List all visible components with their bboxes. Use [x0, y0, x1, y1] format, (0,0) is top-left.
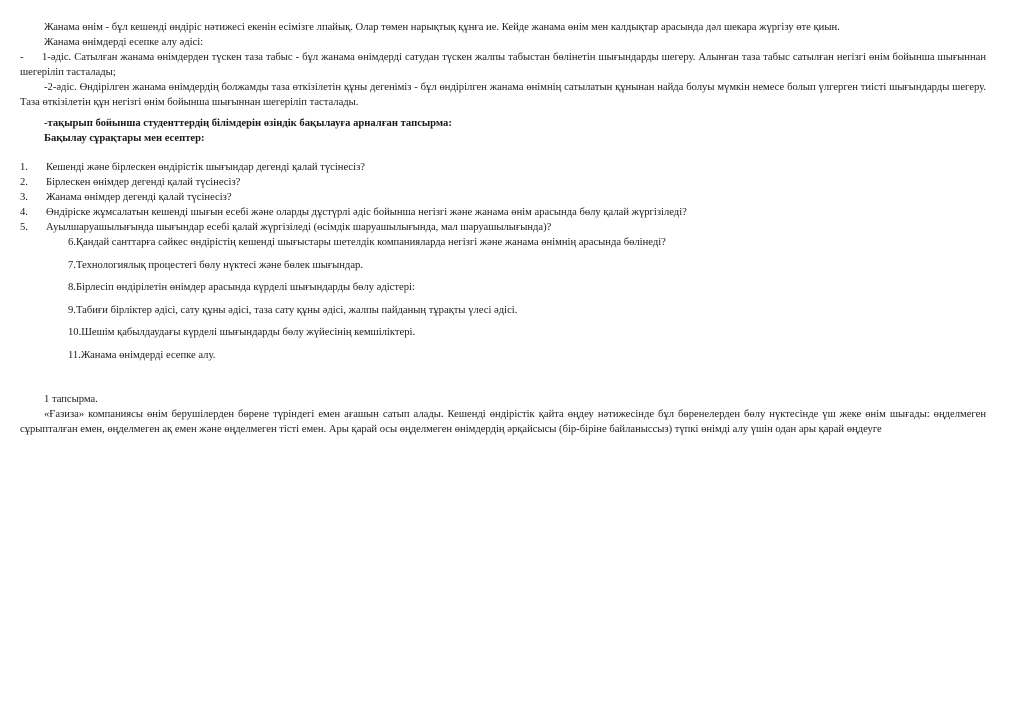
question-item	[20, 160, 986, 175]
question-item	[20, 175, 986, 190]
question-text: Бірлескен өнімдер дегенді қалай түсінесіз?	[46, 177, 241, 188]
sub-questions-list	[20, 235, 986, 363]
document-page	[20, 20, 986, 437]
question-item	[20, 220, 986, 235]
question-number: 5.	[20, 222, 28, 233]
question-number: 4.	[20, 207, 28, 218]
sub-question-item: 9.Табиғи бірліктер әдісі, сату құны әдісі, таза сату құны әдісі, жалпы пайданың тұрақты үлесі әдісі.	[68, 304, 518, 316]
question-number: 3.	[20, 192, 28, 203]
sub-question-item: 11.Жанама өнімдерді есепке алу.	[68, 349, 216, 361]
method-1-dash: -	[20, 52, 24, 63]
questions-list	[20, 160, 986, 235]
sub-question-item: 10.Шешім қабылдаудағы күрделі шығындарды бөлу жүйесінің кемшіліктері.	[68, 327, 416, 338]
sub-question-item: 8.Бірлесіп өндірілетін өнімдер арасында күрделі шығындарды бөлу әдістері:	[68, 282, 415, 293]
sub-question-item: 6.Қандай санттарға сәйкес өндірістің кешенді шығыстары шетелдік компанияларда негізгі және жанама өнімнің арасында бөлінеді?	[68, 237, 666, 248]
method-1-text: 1-әдіс. Сатылған жанама өнімдерден түскен таза табыс - бұл жанама өнімдерді сатудан түскен жалпы табыстан бөлінетін шығындарды шегеру. Алынған таза табыс сатылған негізгі өнім бойынша шығыннан шегеріліп тасталады;	[20, 52, 986, 78]
question-text: Өндіріске жұмсалатын кешенді шығын есебі және оларды дұстүрлі әдіс бойынша негізгі және жанама өнім арасында бөлу қалай жүргізіледі?	[46, 207, 687, 218]
method-2-paragraph: -2-әдіс. Өндірілген жанама өнімдердің болжамды таза өткізілетін құны дегеніміз - бұл өндірілген жанама өнімнің сатылатын құнынан найда болуы мүмкін немесе болып үлгерген тиісті шығындарды шегеру. Таза өткізілетін құн негізгі өнім бойынша шығыннан шегеріліп тасталады.	[20, 82, 986, 108]
task-1-text: «Ғазиза» компаниясы өнім берушілерден бөрене түріндегі емен ағашын сатып алады. Кешенді өндірістік қайта өңдеу нәтижесінде бұл бөренелерден бөлу нүктесінде үш жеке өнім шығады: өңделмеген сұрыпталған емен, өңделмеген ақ емен және өңделмеген тісті емен. Ары қарай осы өңделмеген өнімдердің әрқайсысы (бір-біріне байланыссыз) түпкі өнімді алу үшін одан ары қарай өңдеуге	[20, 409, 986, 435]
questions-heading: Бақылау сұрақтары мен есептер:	[44, 133, 205, 144]
task-1-label: 1 тапсырма.	[44, 394, 98, 405]
question-text: Жанама өнімдер дегенді қалай түсінесіз?	[46, 192, 232, 203]
question-text: Кешенді және бірлескен өндірістік шығындар дегенді қалай түсінесіз?	[46, 162, 365, 173]
intro-paragraph: Жанама өнім - бұл кешенді өндіріс нәтижесі екенін есімізге лпайық. Олар төмен нарықтық құнға ие. Кейде жанама өнім мен калдықтар арасында дәл шекара жүргізу өте қиын.	[44, 22, 840, 33]
question-item	[20, 205, 986, 220]
question-number: 2.	[20, 177, 28, 188]
methods-heading: Жанама өнімдерді есепке алу әдісі:	[44, 37, 204, 48]
method-1-paragraph	[20, 50, 986, 80]
question-number: 1.	[20, 162, 28, 173]
task-heading: -тақырып бойынша студенттердің білімдерін өзіндік бақылауға арналған тапсырма:	[44, 118, 452, 129]
sub-question-item: 7.Технологиялық процестегі бөлу нүктесі және бөлек шығындар.	[68, 259, 363, 271]
question-text: Ауылшаруашылығында шығындар есебі қалай жүргізіледі (өсімдік шаруашылығында, мал шаруашылығында)?	[46, 222, 552, 233]
question-item	[20, 190, 986, 205]
